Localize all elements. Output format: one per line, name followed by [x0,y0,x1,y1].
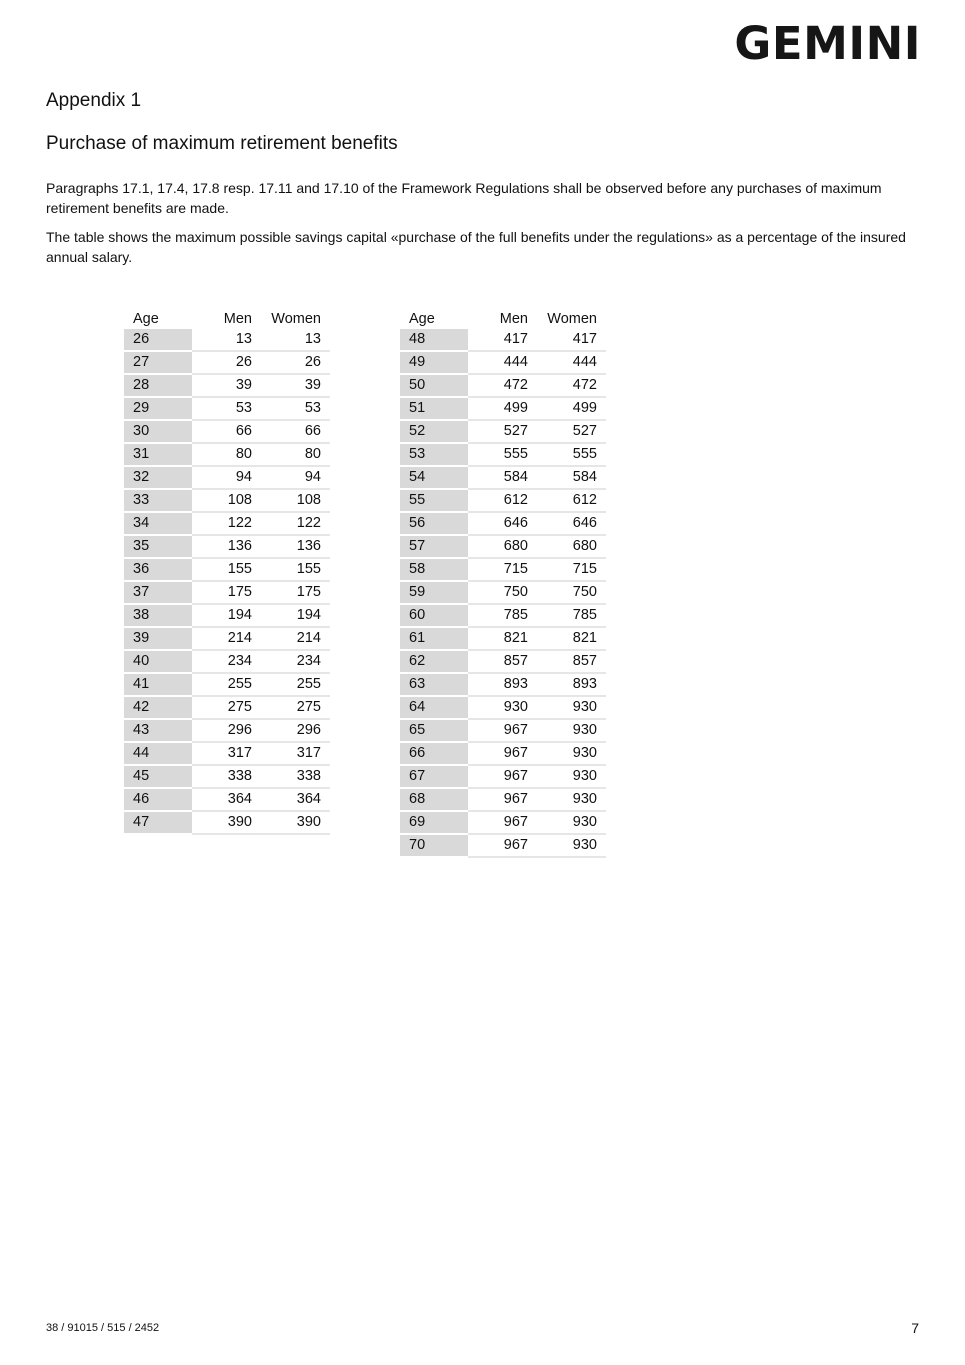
header-age: Age [133,311,159,327]
cell-women: 750 [537,582,606,605]
cell-men: 175 [192,582,261,605]
table-row [124,720,330,743]
cell-age: 54 [400,467,468,490]
cell-women: 155 [261,559,330,582]
table-row [124,812,330,835]
table-row [124,352,330,375]
cell-age: 47 [124,812,192,835]
cell-age: 27 [124,352,192,375]
cell-age: 48 [400,329,468,352]
cell-women: 857 [537,651,606,674]
cell-women: 234 [261,651,330,674]
cell-women: 821 [537,628,606,651]
header-age: Age [409,311,435,327]
cell-age: 61 [400,628,468,651]
cell-women: 555 [537,444,606,467]
cell-age: 39 [124,628,192,651]
cell-women: 646 [537,513,606,536]
cell-women: 472 [537,375,606,398]
cell-men: 214 [192,628,261,651]
table-row [124,582,330,605]
cell-women: 94 [261,467,330,490]
cell-women: 26 [261,352,330,375]
cell-women: 499 [537,398,606,421]
cell-men: 472 [468,375,537,398]
table-row [124,766,330,789]
cell-men: 967 [468,743,537,766]
cell-women: 175 [261,582,330,605]
cell-men: 930 [468,697,537,720]
table-row [400,743,606,766]
cell-women: 317 [261,743,330,766]
cell-men: 136 [192,536,261,559]
cell-age: 56 [400,513,468,536]
rates-table-right [400,308,606,858]
cell-men: 680 [468,536,537,559]
cell-men: 893 [468,674,537,697]
cell-age: 45 [124,766,192,789]
page-number: 7 [911,1320,919,1336]
cell-age: 57 [400,536,468,559]
cell-women: 255 [261,674,330,697]
table-row [124,789,330,812]
cell-men: 94 [192,467,261,490]
cell-age: 58 [400,559,468,582]
cell-men: 967 [468,789,537,812]
table-row [124,398,330,421]
table-row [400,513,606,536]
rates-table-left [124,308,330,835]
cell-men: 13 [192,329,261,352]
table-row [400,352,606,375]
table-header-row [400,308,606,329]
paragraph-regulations: Paragraphs 17.1, 17.4, 17.8 resp. 17.11 and 17.10 of the Framework Regulations shall be observed before any purchases of maximum retirement benefits are made. [46,180,882,216]
cell-women: 136 [261,536,330,559]
cell-women: 930 [537,697,606,720]
cell-men: 234 [192,651,261,674]
cell-age: 26 [124,329,192,352]
header-women: Women [547,311,597,327]
document-reference: 38 / 91015 / 515 / 2452 [46,1322,160,1334]
cell-men: 53 [192,398,261,421]
cell-men: 750 [468,582,537,605]
cell-age: 36 [124,559,192,582]
cell-men: 122 [192,513,261,536]
cell-women: 930 [537,835,606,858]
cell-age: 67 [400,766,468,789]
cell-men: 555 [468,444,537,467]
cell-age: 52 [400,421,468,444]
cell-age: 30 [124,421,192,444]
cell-age: 60 [400,605,468,628]
cell-men: 364 [192,789,261,812]
cell-women: 194 [261,605,330,628]
cell-men: 967 [468,835,537,858]
cell-women: 338 [261,766,330,789]
cell-women: 785 [537,605,606,628]
cell-women: 390 [261,812,330,835]
table-row [400,835,606,858]
cell-age: 65 [400,720,468,743]
table-row [400,536,606,559]
header-men: Men [499,311,528,327]
table-row [400,582,606,605]
table-row [400,329,606,352]
cell-age: 35 [124,536,192,559]
cell-women: 612 [537,490,606,513]
cell-age: 68 [400,789,468,812]
table-row [124,651,330,674]
cell-age: 46 [124,789,192,812]
table-row [124,605,330,628]
table-row [400,766,606,789]
table-row [124,697,330,720]
table-row [124,375,330,398]
page-title: Purchase of maximum retirement benefits [46,133,398,154]
cell-men: 499 [468,398,537,421]
cell-age: 51 [400,398,468,421]
cell-men: 967 [468,766,537,789]
table-row [400,789,606,812]
cell-women: 108 [261,490,330,513]
cell-men: 317 [192,743,261,766]
header-women: Women [271,311,321,327]
cell-age: 28 [124,375,192,398]
cell-women: 275 [261,697,330,720]
cell-women: 715 [537,559,606,582]
cell-women: 930 [537,720,606,743]
cell-women: 296 [261,720,330,743]
cell-age: 50 [400,375,468,398]
table-row [400,398,606,421]
header-men: Men [223,311,252,327]
cell-women: 66 [261,421,330,444]
cell-age: 70 [400,835,468,858]
table-row [124,674,330,697]
table-row [400,559,606,582]
table-row [400,490,606,513]
table-row [124,513,330,536]
cell-age: 32 [124,467,192,490]
cell-men: 967 [468,720,537,743]
table-row [400,467,606,490]
cell-men: 66 [192,421,261,444]
table-row [124,490,330,513]
table-row [124,628,330,651]
cell-women: 584 [537,467,606,490]
table-row [124,743,330,766]
cell-men: 296 [192,720,261,743]
cell-age: 38 [124,605,192,628]
table-body-right [400,329,606,858]
cell-age: 59 [400,582,468,605]
table-body-left [124,329,330,835]
cell-women: 930 [537,812,606,835]
cell-age: 41 [124,674,192,697]
cell-women: 680 [537,536,606,559]
cell-age: 53 [400,444,468,467]
table-row [400,720,606,743]
cell-men: 255 [192,674,261,697]
cell-men: 194 [192,605,261,628]
cell-women: 214 [261,628,330,651]
cell-men: 417 [468,329,537,352]
paragraph-table-description: The table shows the maximum possible savings capital «purchase of the full benefits under the regulations» as a percentage of the insured annual salary. [46,229,906,265]
cell-women: 930 [537,743,606,766]
cell-age: 64 [400,697,468,720]
table-row [400,651,606,674]
cell-men: 646 [468,513,537,536]
cell-men: 108 [192,490,261,513]
cell-men: 612 [468,490,537,513]
cell-men: 39 [192,375,261,398]
cell-age: 34 [124,513,192,536]
cell-age: 62 [400,651,468,674]
cell-age: 29 [124,398,192,421]
cell-men: 821 [468,628,537,651]
table-row [124,421,330,444]
table-row [400,674,606,697]
cell-women: 417 [537,329,606,352]
cell-age: 44 [124,743,192,766]
table-row [124,559,330,582]
cell-women: 893 [537,674,606,697]
cell-women: 930 [537,789,606,812]
cell-men: 390 [192,812,261,835]
gemini-logo: GEMINI [734,17,921,70]
cell-men: 155 [192,559,261,582]
cell-age: 63 [400,674,468,697]
cell-men: 785 [468,605,537,628]
table-row [124,536,330,559]
table-row [124,444,330,467]
table-row [124,467,330,490]
cell-age: 66 [400,743,468,766]
table-row [400,628,606,651]
cell-age: 33 [124,490,192,513]
table-header-row [124,308,330,329]
table-row [400,375,606,398]
cell-women: 13 [261,329,330,352]
cell-age: 49 [400,352,468,375]
cell-women: 122 [261,513,330,536]
cell-men: 338 [192,766,261,789]
appendix-label: Appendix 1 [46,90,142,111]
table-row [400,812,606,835]
cell-men: 527 [468,421,537,444]
table-row [400,697,606,720]
cell-women: 39 [261,375,330,398]
cell-men: 444 [468,352,537,375]
table-row [400,605,606,628]
cell-men: 857 [468,651,537,674]
table-row [400,444,606,467]
cell-men: 584 [468,467,537,490]
cell-men: 715 [468,559,537,582]
cell-men: 967 [468,812,537,835]
cell-age: 55 [400,490,468,513]
cell-age: 42 [124,697,192,720]
cell-age: 69 [400,812,468,835]
cell-age: 43 [124,720,192,743]
cell-women: 53 [261,398,330,421]
cell-age: 40 [124,651,192,674]
cell-women: 80 [261,444,330,467]
cell-men: 80 [192,444,261,467]
cell-women: 364 [261,789,330,812]
cell-men: 26 [192,352,261,375]
table-row [400,421,606,444]
cell-men: 275 [192,697,261,720]
cell-women: 930 [537,766,606,789]
table-row [124,329,330,352]
cell-women: 444 [537,352,606,375]
cell-age: 31 [124,444,192,467]
cell-age: 37 [124,582,192,605]
cell-women: 527 [537,421,606,444]
